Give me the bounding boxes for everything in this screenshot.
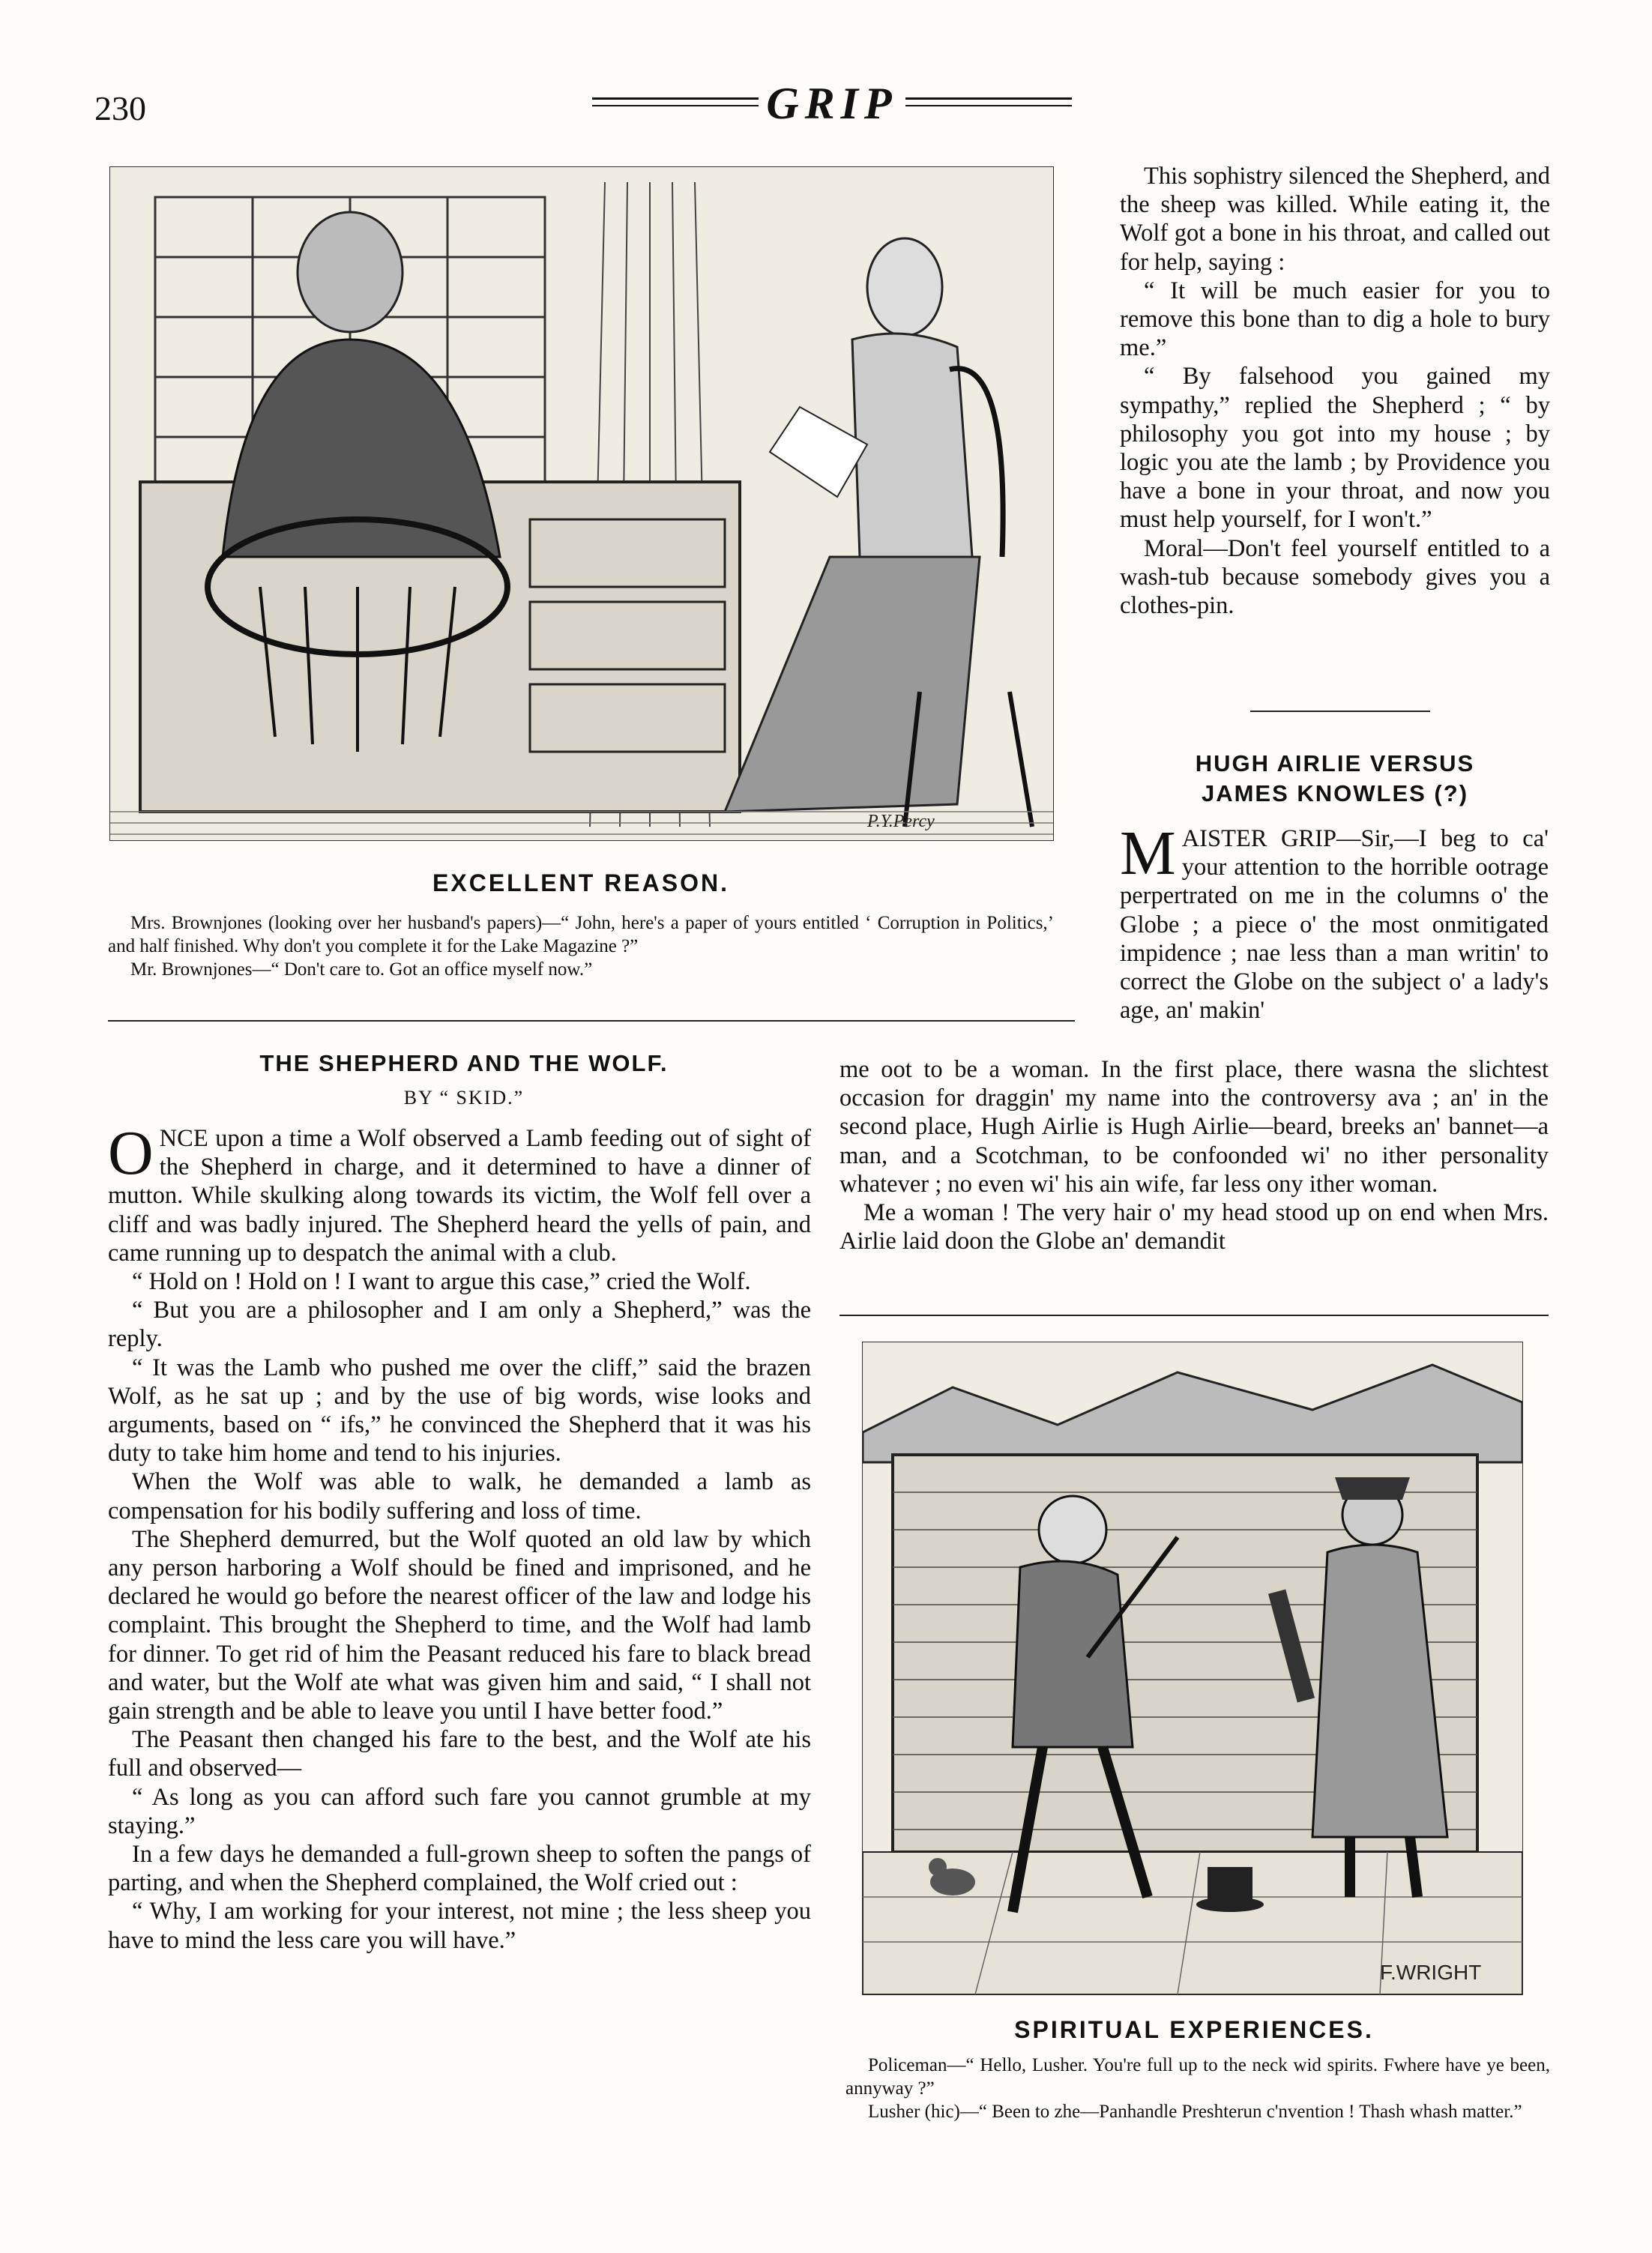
masthead-title: GRIP [759, 79, 905, 128]
page-number: 230 [94, 89, 146, 127]
top-cartoon-rule [108, 1020, 1075, 1022]
shepherd-first-paragraph: ONCE upon a time a Wolf observed a Lamb feeding out of sight of the Shepherd in charge, and it determined to have a dinner of mutton. While skulking along towards its victim, the Wolf fell over a cliff and was badly injured. The Shepherd heard the yells of pain, and came running up to despatch the animal with a club. [108, 1118, 811, 1267]
shepherd-paragraph: “ Hold on ! Hold on ! I want to argue this case,” cried the Wolf. [132, 1268, 751, 1296]
dropcap-o: O [108, 1118, 154, 1188]
hugh-article-title-line1: HUGH AIRLIE VERSUS [1195, 750, 1475, 776]
shepherd-paragraph: “ It was the Lamb who pushed me over the cliff,” said the brazen Wolf, as he sat up ; and by the use of big words, wise looks and arguments, based on “ ifs,” he convinced the Shepherd that it was his duty to take him home and tend to his injuries. [108, 1354, 811, 1468]
hugh-article-wide-part [839, 1055, 1549, 1255]
shepherd-continuation-paragraph: “ It will be much easier for you to remove this bone than to dig a hole to bury me.” [1120, 277, 1550, 362]
shepherd-article-body [108, 1118, 811, 2106]
bottom-cartoon-illustration [862, 1342, 1523, 1995]
hugh-article-rule [839, 1315, 1549, 1316]
top-cartoon-illustration [109, 166, 1054, 841]
shepherd-paragraph: The Shepherd demurred, but the Wolf quoted an old law by which any person harboring a Wolf should be fined and imprisoned, and he declared he would go before the nearest officer of the law and lodge his complaint. This brought the Shepherd to time, and the Wolf had lamb for dinner. To get rid of him the Peasant reduced his fare to black bread and water, but the Wolf ate what was given him and said, “ I shall not gain strength and be able to leave you until I have better food.” [108, 1525, 811, 1725]
bottom-cartoon-caption [845, 2054, 1550, 2123]
shepherd-article-byline: BY “ SKID.” [403, 1087, 525, 1109]
shepherd-paragraph: The Peasant then changed his fare to the best, and the Wolf ate his full and observed— [108, 1726, 811, 1782]
column-divider-rule [1250, 711, 1430, 712]
top-cartoon-caption-title: EXCELLENT REASON. [432, 869, 729, 896]
bottom-cartoon-caption-line: Lusher (hic)—“ Been to zhe—Panhandle Preshterun c'nvention ! Thash whash matter.” [868, 2102, 1522, 2122]
shepherd-continuation [1120, 162, 1550, 620]
shepherd-paragraph: When the Wolf was able to walk, he demanded a lamb as compensation for his bodily suffering and loss of time. [108, 1468, 811, 1524]
top-cartoon-caption [108, 911, 1054, 981]
shepherd-paragraph: “ Why, I am working for your interest, not mine ; the less sheep you have to mind the less care you will have.” [108, 1898, 811, 1954]
bottom-cartoon-signature: F.WRIGHT [1380, 1961, 1482, 1984]
top-cartoon-signature: P.Y.Percy [867, 812, 935, 831]
hugh-article-title-line2: JAMES KNOWLES (?) [1201, 780, 1469, 806]
top-cartoon-caption-line: Mrs. Brownjones (looking over her husband's papers)—“ John, here's a paper of yours entitled ‘ Corruption in Politics,’ and half finished. Why don't you complete it for the Lake Magazine ?” [108, 913, 1054, 956]
shepherd-moral: Moral—Don't feel yourself entitled to a wash-tub because somebody gives you a clothes-pin. [1120, 534, 1550, 620]
shepherd-continuation-paragraph: This sophistry silenced the Shepherd, and the sheep was killed. While eating it, the Wolf got a bone in his throat, and called out for help, saying : [1120, 163, 1550, 276]
top-cartoon-caption-line: Mr. Brownjones—“ Don't care to. Got an office myself now.” [130, 959, 593, 980]
shepherd-paragraph: “ As long as you can afford such fare you cannot grumble at my staying.” [108, 1783, 811, 1839]
shepherd-continuation-paragraph: “ By falsehood you gained my sympathy,” replied the Shepherd ; “ by philosophy you got into my house ; by logic you ate the lamb ; by Providence you have a bone in your throat, and now you must help yourself, for I won't.” [1120, 363, 1550, 534]
hugh-last-paragraph: Me a woman ! The very hair o' my head stood up on end when Mrs. Airlie laid doon the Globe an' demandit [839, 1199, 1549, 1255]
masthead [592, 78, 1072, 126]
hugh-article-first-part [1120, 818, 1549, 1025]
shepherd-article-title: THE SHEPHERD AND THE WOLF. [259, 1050, 669, 1076]
bottom-cartoon-caption-line: Policeman—“ Hello, Lusher. You're full up to the neck wid spirits. Fwhere have ye been, annyway ?” [845, 2055, 1550, 2099]
dropcap-m: M [1120, 818, 1176, 888]
hugh-wide-paragraph: me oot to be a woman. In the first place, there wasna the slichtest occasion for draggin' my name into the controversy ava ; an' in the second place, Hugh Airlie is Hugh Airlie—beard, breeks an' bannet—a man, and a Scotchman, to be confoonded wi' no ither personality whatever ; no even wi' his ain wife, far less ony ither woman. [839, 1056, 1549, 1198]
bottom-cartoon-caption-title: SPIRITUAL EXPERIENCES. [1014, 2016, 1374, 2043]
hugh-first-part-text: AISTER GRIP—Sir,—I beg to ca' your attention to the horrible ootrage perpertrated on me in the columns o' the Globe ; a piece o' the most onmitigated impidence ; nae less than a man writin' to correct the Globe on the subject o' a lady's age, an' makin' [1120, 825, 1549, 1025]
shepherd-paragraph: In a few days he demanded a full-grown sheep to soften the pangs of parting, and when the Shepherd complained, the Wolf cried out : [108, 1841, 811, 1897]
shepherd-paragraph: “ But you are a philosopher and I am only a Shepherd,” was the reply. [108, 1297, 811, 1353]
